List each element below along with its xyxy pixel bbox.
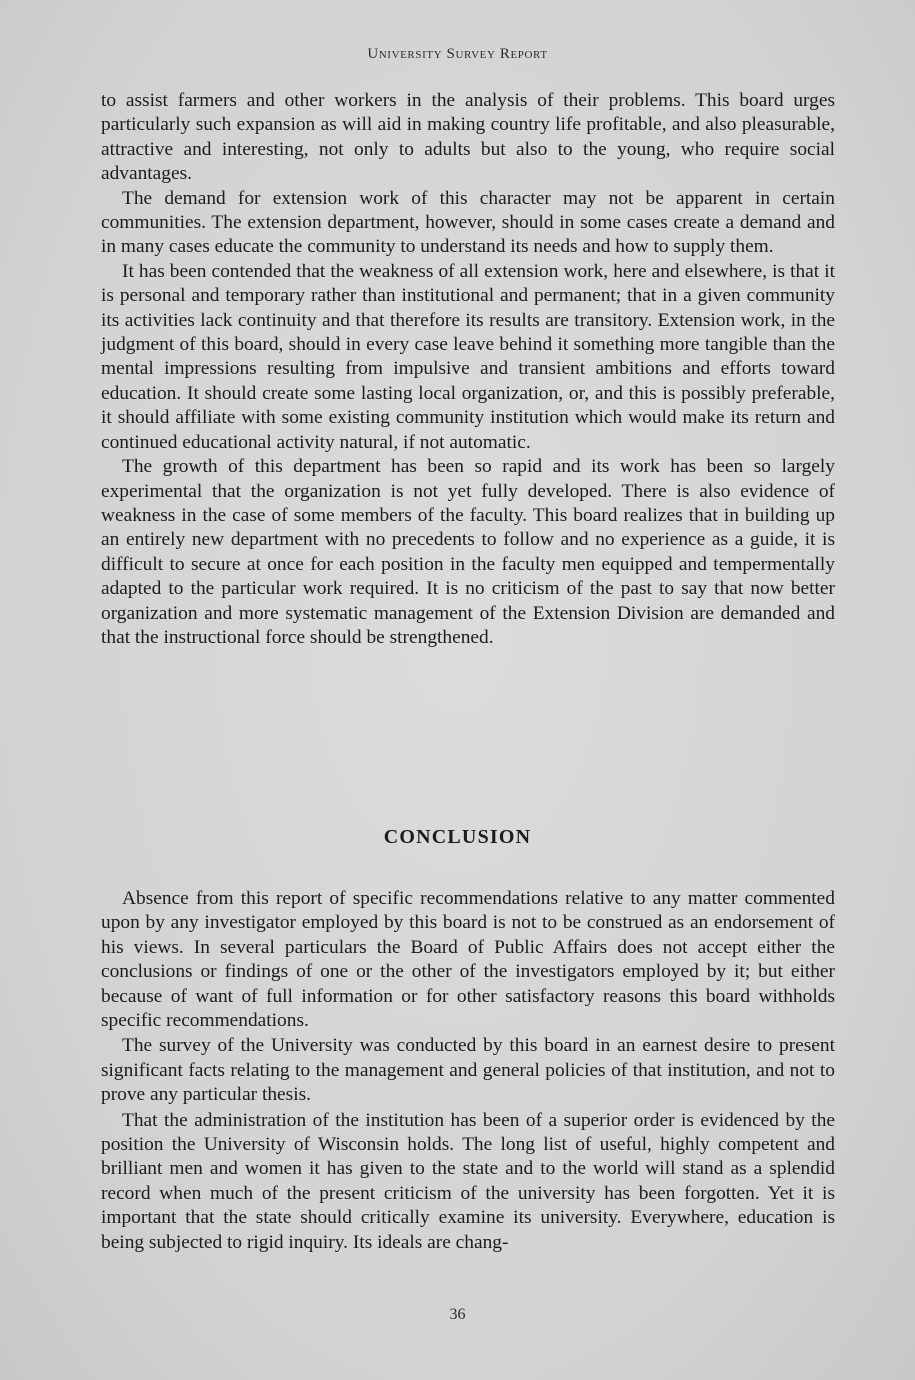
paragraph: Absence from this report of specific recommendations relative to any matter commented upon by any investigator employed by this board is not to be construed as an endorsement of his views. In several particulars the Board of Public Affairs does not accept either the conclusions or findings of one or the other of the investigators employed by it; but either because of want of full information or for other satisfactory reasons this board withholds specific recommendations. <box>101 888 835 1032</box>
running-head: University Survey Report <box>367 46 548 62</box>
body-text-top <box>101 89 835 650</box>
section-heading: CONCLUSION <box>383 826 532 848</box>
paragraph: The growth of this department has been so rapid and its work has been so largely experimental that the organization is not yet fully developed. There is also evidence of weakness in the case of some members of the faculty. This board realizes that in building up an entirely new department with no precedents to follow and no experience as a guide, it is difficult to secure at once for each position in the faculty men equipped and tempermentally adapted to the particular work required. It is no criticism of the past to say that now better organization and more systematic management of the Extension Division are demanded and that the instructional force should be strengthened. <box>101 456 835 648</box>
paragraph: That the administration of the institution has been of a superior order is evidenced by the position the University of Wisconsin holds. The long list of useful, highly competent and brilliant men and women it has given to the state and to the world will stand as a splendid record when much of the present criticism of the university has been forgotten. Yet it is important that the state should critically examine its university. Everywhere, education is being subjected to rigid inquiry. Its ideals are chang- <box>101 1109 835 1253</box>
body-text-bottom <box>101 887 835 1255</box>
page-number: 36 <box>449 1306 466 1323</box>
paragraph: to assist farmers and other workers in the analysis of their problems. This board urges particularly such expansion as will aid in making country life profitable, and also pleasurable, attractive and interesting, not only to adults but also to the young, who require social advantages. <box>101 90 835 185</box>
paragraph: It has been contended that the weakness of all extension work, here and elsewhere, is that it is personal and temporary rather than institutional and permanent; that in a given community its activities lack continuity and that therefore its results are transitory. Extension work, in the judgment of this board, should in every case leave behind it something more tangible than the mental impressions resulting from impulsive and transient ambitions and efforts toward education. It should create some lasting local organization, or, and this is possibly preferable, it should affiliate with some existing community institution which would make its return and continued educational activity natural, if not automatic. <box>101 260 835 453</box>
paragraph: The survey of the University was conducted by this board in an earnest desire to present significant facts relating to the management and general policies of that institution, and not to prove any particular thesis. <box>101 1035 835 1106</box>
paragraph: The demand for extension work of this character may not be apparent in certain communities. The extension department, however, should in some cases create a demand and in many cases educate the community to understand its needs and how to supply them. <box>101 187 835 258</box>
